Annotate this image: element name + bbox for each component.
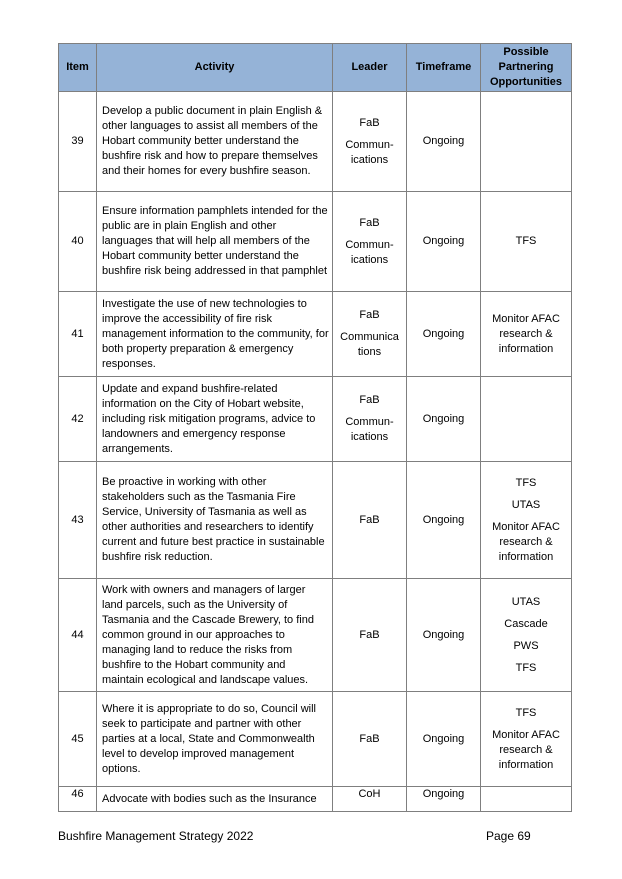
table-row [59, 292, 572, 377]
cell-activity: Be proactive in working with other stakeholders such as the Tasmania Fire Service, University of Tasmania as well as other authorities and researchers to identify current and future best practice in sustainable bushfire risk reduction. [97, 462, 333, 579]
partner-entry: TFS [515, 235, 537, 247]
cell-activity: Work with owners and managers of larger land parcels, such as the University of Tasmania and the Cascade Brewery, to find common ground in our approaches to managing land to reduce the risks from bushfire to the Hobart community and maintain ecological and landscape values. [97, 579, 333, 692]
cell-timeframe: Ongoing [407, 579, 481, 692]
cell-timeframe: Ongoing [407, 377, 481, 462]
footer-page-number: Page 69 [486, 829, 531, 843]
cell-partnering [481, 579, 572, 692]
footer-title: Bushfire Management Strategy 2022 [58, 829, 254, 843]
table-row [59, 377, 572, 462]
leader-entry: Communica tions [340, 331, 399, 358]
cell-partnering [481, 92, 572, 192]
leader-entry: CoH [358, 788, 381, 800]
partner-entry: PWS [513, 639, 539, 652]
cell-activity: Where it is appropriate to do so, Council will seek to participate and partner with other parties at a local, State and Commonwealth level to develop improved management options. [97, 692, 333, 787]
leader-entry: FaB [359, 394, 380, 406]
leader-entry: FaB [359, 513, 380, 526]
leader-entry: FaB [359, 216, 380, 229]
cell-item: 40 [59, 192, 97, 292]
header-partnering-line: Possible [503, 46, 549, 58]
cell-activity: Develop a public document in plain English & other languages to assist all members of the Hobart community better understand the bushfire risk and how to prepare themselves and their homes for every bushfire season. [97, 92, 333, 192]
leader-entry: FaB [359, 732, 380, 745]
cell-activity: Ensure information pamphlets intended for the public are in plain English and other languages that will help all members of the Hobart community better understand the bushfire risk being addressed in that pamphlet [97, 192, 333, 292]
table-row [59, 92, 572, 192]
header-leader: Leader [333, 44, 407, 92]
cell-leader [333, 192, 407, 292]
cell-item: 44 [59, 579, 97, 692]
cell-timeframe: Ongoing [407, 692, 481, 787]
leader-entry: Commun- ications [345, 138, 394, 166]
cell-partnering [481, 692, 572, 787]
cell-timeframe: Ongoing [407, 292, 481, 377]
partner-entry: Monitor AFAC research & information [492, 728, 560, 771]
cell-activity: Investigate the use of new technologies to improve the accessibility of fire risk management information to the community, for both property preparation & emergency responses. [97, 292, 333, 377]
cell-item: 41 [59, 292, 97, 377]
cell-partnering [481, 787, 572, 812]
cell-item: 45 [59, 692, 97, 787]
partner-entry: TFS [515, 706, 537, 719]
partner-entry: UTAS [511, 498, 541, 511]
cell-leader [333, 462, 407, 579]
header-timeframe: Timeframe [407, 44, 481, 92]
header-item: Item [59, 44, 97, 92]
cell-item: 46 [59, 787, 97, 812]
table-row [59, 579, 572, 692]
cell-item: 39 [59, 92, 97, 192]
leader-entry: FaB [359, 116, 380, 129]
header-activity: Activity [97, 44, 333, 92]
header-partnering-line: Partnering [498, 61, 554, 73]
cell-timeframe: Ongoing [407, 92, 481, 192]
table-row [59, 787, 572, 812]
cell-leader [333, 92, 407, 192]
cell-item: 43 [59, 462, 97, 579]
leader-entry: FaB [359, 628, 380, 641]
cell-leader [333, 787, 407, 812]
leader-entry: Commun- ications [345, 416, 394, 443]
table-row [59, 192, 572, 292]
cell-timeframe: Ongoing [407, 192, 481, 292]
partner-entry: TFS [515, 661, 537, 674]
cell-leader [333, 292, 407, 377]
cell-item: 42 [59, 377, 97, 462]
table-header-row [59, 44, 572, 92]
partner-entry: TFS [515, 476, 537, 489]
cell-timeframe: Ongoing [407, 462, 481, 579]
table-body [59, 92, 572, 812]
partner-entry: Monitor AFAC research & information [492, 312, 560, 355]
leader-entry: FaB [359, 309, 380, 321]
header-partnering [481, 44, 572, 92]
cell-leader [333, 579, 407, 692]
leader-entry: Commun- ications [345, 238, 394, 266]
partner-entry: Monitor AFAC research & information [492, 520, 560, 563]
cell-activity: Update and expand bushfire-related information on the City of Hobart website, including risk mitigation programs, advice to landowners and emergency response arrangements. [97, 377, 333, 462]
cell-timeframe: Ongoing [407, 787, 481, 812]
partner-entry: UTAS [511, 595, 541, 608]
cell-activity: Advocate with bodies such as the Insurance [97, 787, 333, 812]
cell-partnering [481, 377, 572, 462]
cell-leader [333, 692, 407, 787]
header-partnering-line: Opportunities [489, 76, 563, 88]
cell-partnering [481, 462, 572, 579]
table-row [59, 692, 572, 787]
partner-entry: Cascade [504, 617, 548, 630]
table-row [59, 462, 572, 579]
cell-partnering [481, 292, 572, 377]
cell-partnering [481, 192, 572, 292]
cell-leader [333, 377, 407, 462]
action-table [58, 43, 572, 812]
